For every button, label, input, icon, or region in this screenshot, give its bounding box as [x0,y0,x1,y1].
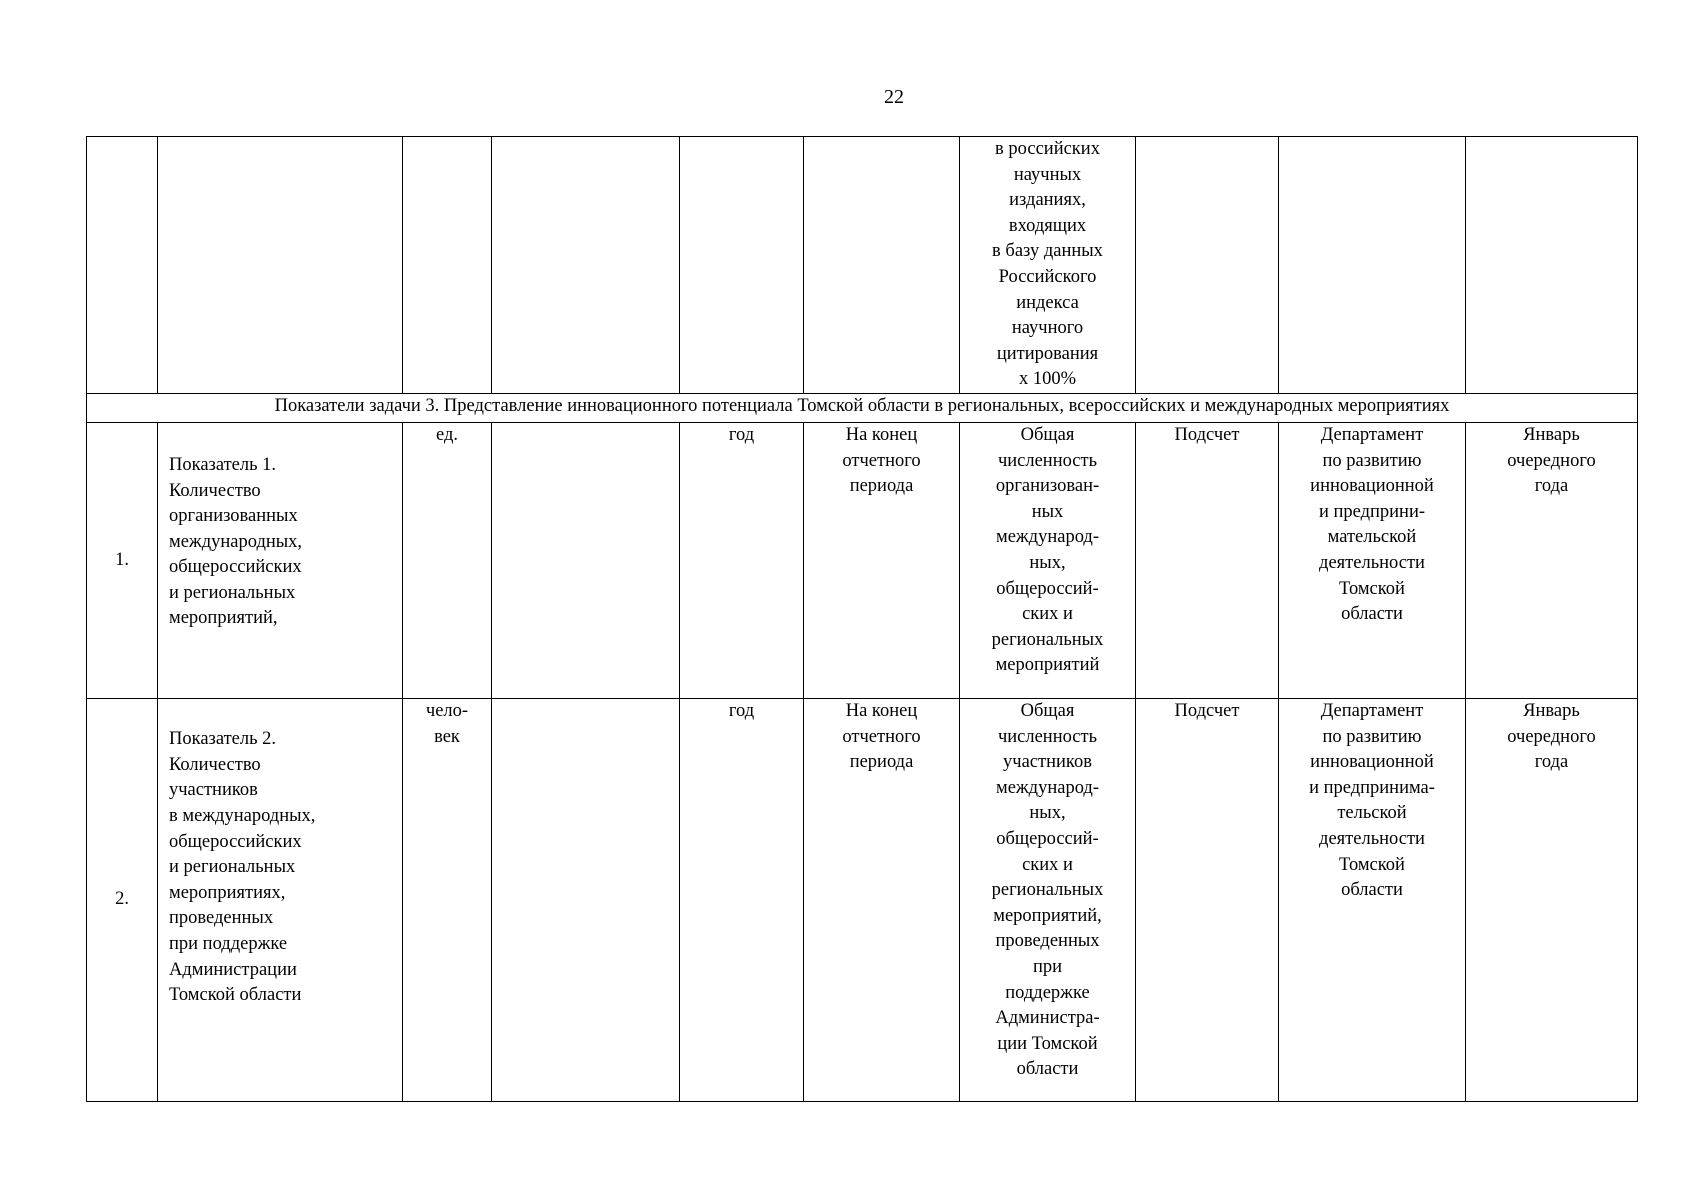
page-number: 22 [884,86,904,108]
table-row [87,423,1638,699]
cell-number [87,423,158,699]
cell-indicator-name [158,423,403,699]
cell-data-collection [1136,137,1279,394]
periodicity-text: год [728,425,755,445]
cell-deadline [1466,699,1638,1102]
periodicity-text: год [728,701,755,721]
indicator-name: Показатель 1. Количество организованных международных, общероссийских и региональных мероприятий, [169,454,303,629]
cell-deadline [1466,423,1638,699]
cell-time-basis [804,423,960,699]
cell-indicator-name [158,137,403,394]
cell-periodicity [680,699,804,1102]
cell-responsible [1279,423,1466,699]
data-collection-text: Подсчет [1174,425,1240,445]
table-row [87,699,1638,1102]
calculation-method-text: Общая численность организован- ных международ- ных, общероссий- ских и региональных мероприятий [991,425,1104,676]
cell-periodicity [680,137,804,394]
row-number: 2. [115,889,129,910]
cell-data-collection [1136,423,1279,699]
cell-unit [403,423,492,699]
cell-unit [403,137,492,394]
cell-col4 [492,699,680,1102]
cell-number [87,699,158,1102]
time-basis-text: На конец отчетного периода [842,701,921,773]
calculation-method-text: в российских научных изданиях, входящих в базу данных Российского индекса научного цитирования х 100% [992,139,1103,390]
deadline-text: Январь очередного года [1507,701,1596,773]
cell-indicator-name [158,699,403,1102]
row-number: 1. [115,549,129,570]
deadline-text: Январь очередного года [1507,425,1596,497]
indicator-name: Показатель 2. Количество участников в международных, общероссийских и региональных мероприятиях, проведенных при поддержке Администрации Томской области [169,729,316,1006]
cell-responsible [1279,699,1466,1102]
cell-col4 [492,423,680,699]
cell-calculation-method [960,137,1136,394]
cell-col4 [492,137,680,394]
calculation-method-text: Общая численность участников международ- ных, общероссий- ских и региональных мероприятий, проведенных при поддержке Администра- ции Томской области [991,701,1104,1080]
cell-time-basis [804,137,960,394]
cell-number [87,137,158,394]
cell-time-basis [804,699,960,1102]
cell-responsible [1279,137,1466,394]
cell-periodicity [680,423,804,699]
cell-deadline [1466,137,1638,394]
cell-calculation-method [960,699,1136,1102]
data-collection-text: Подсчет [1174,701,1240,721]
cell-calculation-method [960,423,1136,699]
time-basis-text: На конец отчетного периода [842,425,921,497]
section-header-row [87,394,1638,423]
section-header: Показатели задачи 3. Представление инновационного потенциала Томской области в региональных, всероссийских и международных мероприятиях [87,394,1638,423]
unit-text: чело- век [425,701,469,747]
cell-data-collection [1136,699,1279,1102]
table-row-continuation [87,137,1638,394]
responsible-text: Департамент по развитию инновационной и предприни- мательской деятельности Томской области [1310,425,1434,625]
unit-text: ед. [435,425,458,445]
cell-unit [403,699,492,1102]
responsible-text: Департамент по развитию инновационной и предпринима- тельской деятельности Томской области [1309,701,1435,901]
indicators-table [86,136,1638,1102]
